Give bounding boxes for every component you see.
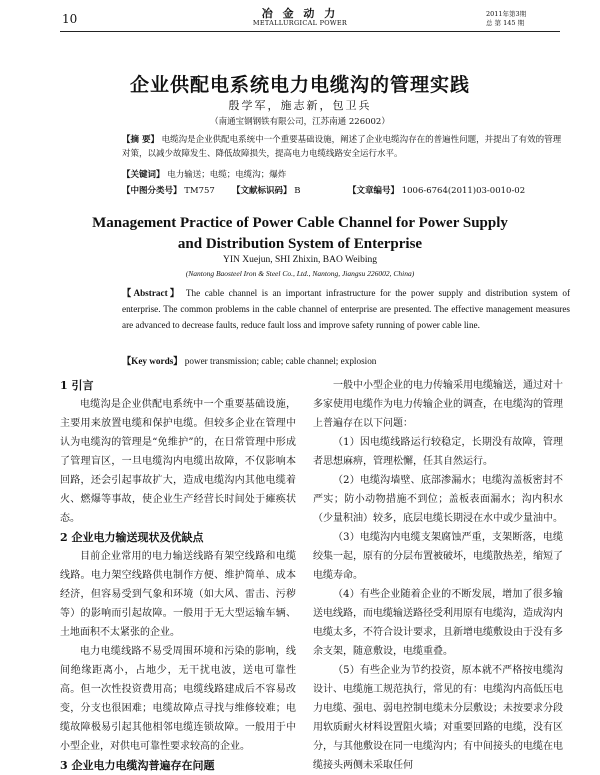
- paragraph: 电力电缆线路不易受周围环境和污染的影响，线间绝缘距离小，占地少，无干扰电波，送电可靠性高。但一次性投资费用高；电缆线路建成后不容易改变，分支也很困难；电缆故障点寻找与维修较难；电缆故障极易引起其他相邻电缆连锁故障。一般用于中小型企业，对供电可靠性要求较高的企业。: [60, 646, 296, 752]
- abstract-en-label: 【Abstract】: [122, 288, 182, 298]
- abstract-en: [122, 285, 570, 333]
- paragraph: （3）电缆沟内电缆支架腐蚀严重，支架断落，电缆绞集一起，原有的分层布置被破坏，电缆散热差，缩短了电缆寿命。: [313, 532, 563, 581]
- clc-field: [122, 184, 215, 196]
- doc-code-value: B: [294, 186, 301, 196]
- keywords-en-text: power transmission; cable; cable channel; explosion: [184, 356, 377, 366]
- affiliation-cn: （南通宝钢钢铁有限公司，江苏南通 226002）: [210, 117, 390, 127]
- issue-line-2: 总 第 145 期: [486, 19, 525, 27]
- abstract-cn: [122, 133, 562, 161]
- paragraph: 目前企业常用的电力输送线路有架空线路和电缆线路。电力架空线路供电制作方便、维护简单、成本经济，但容易受到气象和环境（如大风、雷击、污秽等）的影响而引起故障。一般用于无大型运输车辆、土地面积不太紧张的企业。: [60, 551, 296, 638]
- paragraph: （2）电缆沟墙壁、底部渗漏水；电缆沟盖板密封不严实；防小动物措施不到位；盖板表面漏水；沟内积水（少量积油）较多，底层电缆长期浸在水中或少量油中。: [313, 475, 563, 524]
- title-en-line-2: and Distribution System of Enterprise: [177, 236, 423, 252]
- section-heading-problems: 3 企业电力电缆沟普遍存在问题: [60, 759, 215, 772]
- page-number: 10: [62, 12, 78, 26]
- affiliation-en: (Nantong Baosteel Iron & Steel Co., Ltd., Nantong, Jiangsu 226002, China): [185, 269, 415, 278]
- article-id-field: [348, 184, 525, 196]
- paragraph: （5）有些企业为节约投资，原本就不严格按电缆沟设计、电缆施工规范执行，常见的有：电缆沟内高低压电力电缆、强电、弱电控制电缆未分层敷设；未按要求分段用软质耐火材料设置阻火墙；对重要回路的电缆，没有区分，与其他敷设在同一电缆沟内；有中间接头的电缆在电缆接头两侧未采取任何: [313, 665, 563, 771]
- abstract-cn-text: 电缆沟是企业供配电系统中一个重要基础设施，阐述了企业电缆沟存在的普遍性问题，并提出了有效的管理对策，以减少故障发生、降低故障损失，提高电力电缆线路安全运行水平。: [122, 135, 562, 159]
- keywords-cn: [122, 168, 562, 182]
- journal-title-en: METALLURGICAL POWER: [252, 19, 348, 27]
- left-column: [60, 376, 296, 775]
- title-en-line-1: Management Practice of Power Cable Channel for Power Supply: [92, 215, 508, 231]
- section-heading-status: 2 企业电力输送现状及优缺点: [60, 531, 204, 544]
- abstract-cn-label: 【摘 要】: [122, 135, 159, 145]
- article-id-label: 【文章编号】: [348, 186, 400, 196]
- article-id-value: 1006-6764(2011)03-0010-02: [401, 186, 526, 196]
- paragraph: （4）有些企业随着企业的不断发展，增加了很多输送电线路，而电缆输送路径受利用原有电缆沟，造成沟内电缆太多，不符合设计要求，且新增电缆敷设由于没有多余支架，随意敷设，电缆重叠。: [313, 589, 563, 657]
- header-rule: [60, 31, 560, 32]
- issue-info: [486, 10, 526, 28]
- clc-label: 【中图分类号】: [122, 186, 182, 196]
- title-en: [0, 213, 600, 255]
- keywords-cn-label: 【关键词】: [122, 170, 165, 180]
- doc-code-label: 【文献标识码】: [232, 186, 292, 196]
- keywords-en-label: 【Key words】: [122, 356, 183, 366]
- journal-title-cn: 冶 金 动 力: [261, 7, 339, 20]
- section-heading-intro: 1 引言: [60, 379, 94, 392]
- issue-line-1: 2011年第3期: [486, 10, 527, 18]
- authors-en: YIN Xuejun, SHI Zhixin, BAO Weibing: [223, 255, 377, 265]
- paragraph: 一般中小型企业的电力传输采用电缆输送，通过对十多家使用电缆作为电力传输企业的调查，在电缆沟的管理上普遍存在以下问题：: [313, 380, 563, 429]
- abstract-en-text: The cable channel is an important infrastructure for the power supply and distribution system of enterprise. The common problems in the cable channel of enterprise are presented. The effective management measures are advanced to decrease faults, reduce fault loss and improve safety running of power cable line.: [122, 288, 571, 330]
- paragraph: （1）因电缆线路运行较稳定，长期没有故障，管理者思想麻痹，管理松懈，任其自然运行。: [313, 437, 563, 467]
- keywords-cn-text: 电力输送；电缆；电缆沟；爆炸: [167, 170, 287, 180]
- title-cn: 企业供配电系统电力电缆沟的管理实践: [129, 74, 470, 96]
- authors-cn: 殷学军，施志新，包卫兵: [228, 99, 372, 112]
- doc-code-field: [232, 184, 300, 196]
- keywords-en: [122, 353, 376, 367]
- right-column: [313, 376, 563, 775]
- paragraph: 电缆沟是企业供配电系统中一个重要基础设施，主要用来放置电缆和保护电缆。但较多企业在管理中认为电缆沟的管理是“免维护”的，在日常管理中形成了管理盲区，一旦电缆沟内电缆出故障，不仅影响本回路，还会引起事故扩大，造成电缆沟内其他电缆着火、燃爆等事故，使企业生产经营长时间处于瘫痪状态。: [60, 399, 296, 524]
- clc-value: TM757: [184, 186, 215, 196]
